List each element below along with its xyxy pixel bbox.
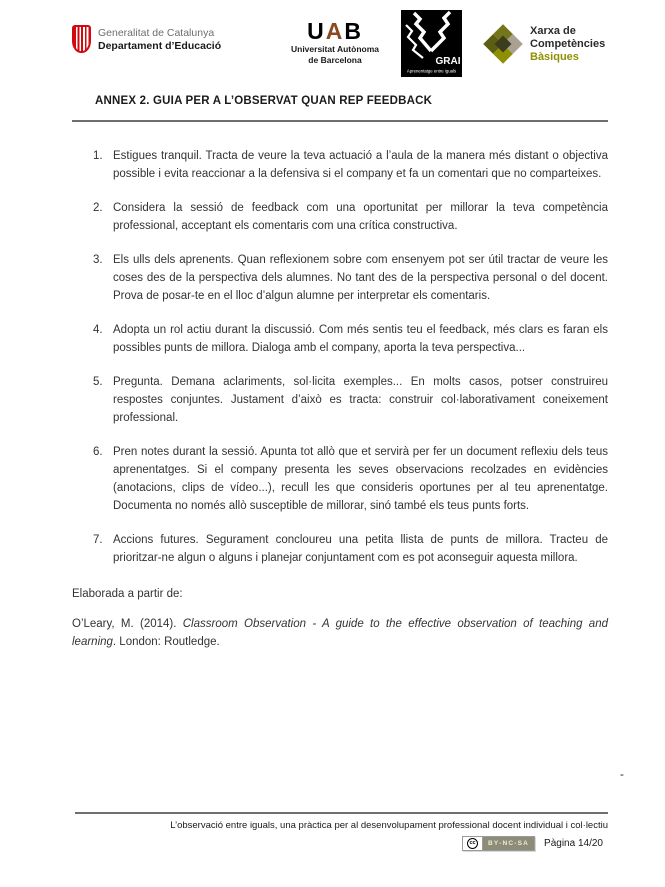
list-item-number: 1. <box>93 150 103 162</box>
list-item-text: Pren notes durant la sessió. Apunta tot allò que et servirà per fer un document reflexiu dels teus aprenentatges. Si el company presenta les seves observacions recolzades en evidències (anotacions, clips de vídeo...), recull les que consideris oportunes per al teu aprenentatge. Documenta no només allò susceptible de millorar, sinó també els teus punts forts. <box>113 446 608 512</box>
footer-meta <box>75 836 608 851</box>
list-item-number: 6. <box>93 446 103 458</box>
uab-letter-u: U <box>307 18 326 44</box>
list-item-number: 7. <box>93 534 103 546</box>
uab-acronym <box>283 19 387 44</box>
title-rule <box>72 120 608 122</box>
closing-lead: Elaborada a partir de: <box>72 588 183 600</box>
list-item-text: Adopta un rol actiu durant la discussió. Com més sentis teu el feedback, més clars es faran els possibles punts de millora. Dialoga amb el company, aporta la teva perspectiva... <box>113 324 608 354</box>
list-item-number: 2. <box>93 202 103 214</box>
page-number: Pàgina 14/20 <box>544 838 603 849</box>
generalitat-shield-icon <box>72 25 91 53</box>
reference-publisher: . London: Routledge. <box>112 636 220 648</box>
numbered-list <box>93 147 608 567</box>
xarxa-logo <box>483 24 605 64</box>
generalitat-line2: Departament d’Educació <box>98 40 222 52</box>
xarxa-line1: Xarxa de <box>530 24 576 37</box>
list-item <box>93 531 608 567</box>
reference-title: Classroom Observation - A guide to the effective observation of teaching and learning <box>72 618 608 648</box>
bibliographic-reference <box>72 615 608 651</box>
list-item <box>93 321 608 357</box>
list-item <box>93 147 608 183</box>
xarxa-line3: Bàsiques <box>530 50 579 63</box>
footer-rule <box>75 812 608 814</box>
document-body <box>72 95 608 651</box>
list-item-text: Els ulls dels aprenents. Quan reflexionem sobre com ensenyem pot ser útil tractar de veure les coses des de la perspectiva dels alumnes. No tant des de la perspectiva personal o del docent. Prova de posar-te en el lloc d’algun alumne per interpretar els comentaris. <box>113 254 608 302</box>
list-item-text: Accions futures. Segurament concloureu una petita llista de punts de millora. Tracteu de prioritzar-ne algun o alguns i planejar conjuntament com es pot aconseguir aquesta millora. <box>113 534 608 564</box>
xarxa-diamond-icon <box>483 24 523 64</box>
cc-icon <box>463 837 483 850</box>
list-item <box>93 373 608 427</box>
list-item-text: Estigues tranquil. Tracta de veure la teva actuació a l’aula de la manera més distant o objectiva possible i evita reaccionar a la defensiva si el company et fa un comentari que no comparteixes. <box>113 150 608 180</box>
grai-tagline: Aprenentatge entre iguals <box>406 68 457 74</box>
footer-tagline: L’observació entre iguals, una pràctica per al desenvolupament professional docent individual i col·lectiu <box>170 820 608 831</box>
list-item-text: Considera la sessió de feedback com una oportunitat per millorar la teva competència professional, acceptant els comentaris com una crítica constructiva. <box>113 202 608 232</box>
uab-letter-a: A <box>325 18 345 44</box>
list-item-number: 5. <box>93 376 103 388</box>
uab-letter-b: B <box>344 18 363 44</box>
list-item <box>93 443 608 515</box>
uab-name-line1: Universitat Autònoma <box>290 44 379 54</box>
list-item-number: 4. <box>93 324 103 336</box>
xarxa-logo-text <box>530 25 605 64</box>
xarxa-line2: Competències <box>530 37 606 50</box>
uab-name-line2: de Barcelona <box>308 54 362 65</box>
grai-logo-graphic <box>401 10 462 77</box>
generalitat-logo-text <box>98 25 221 53</box>
page-footer <box>75 812 608 851</box>
list-item <box>93 251 608 305</box>
grai-logo <box>401 10 462 77</box>
generalitat-line1: Generalitat de Catalunya <box>98 27 215 39</box>
stray-dash: - <box>620 769 624 781</box>
list-item <box>93 199 608 235</box>
list-item-text: Pregunta. Demana aclariments, sol·licita exemples... En molts casos, potser construireu respostes conjuntes. Justament d’això es tracta: construir col·laborativament coneixement professional. <box>113 376 608 424</box>
generalitat-logo <box>72 25 221 53</box>
grai-name: GRAI <box>435 56 461 67</box>
cc-license-badge[interactable] <box>462 836 535 851</box>
cc-license-terms: BY-NC-SA <box>488 840 530 847</box>
uab-logo <box>283 19 387 65</box>
page-title: ANNEX 2. GUIA PER A L’OBSERVAT QUAN REP FEEDBACK <box>95 95 433 107</box>
reference-author: O’Leary, M. (2014). <box>72 618 183 630</box>
cc-glyph: cc <box>467 838 478 849</box>
list-item-number: 3. <box>93 254 103 266</box>
